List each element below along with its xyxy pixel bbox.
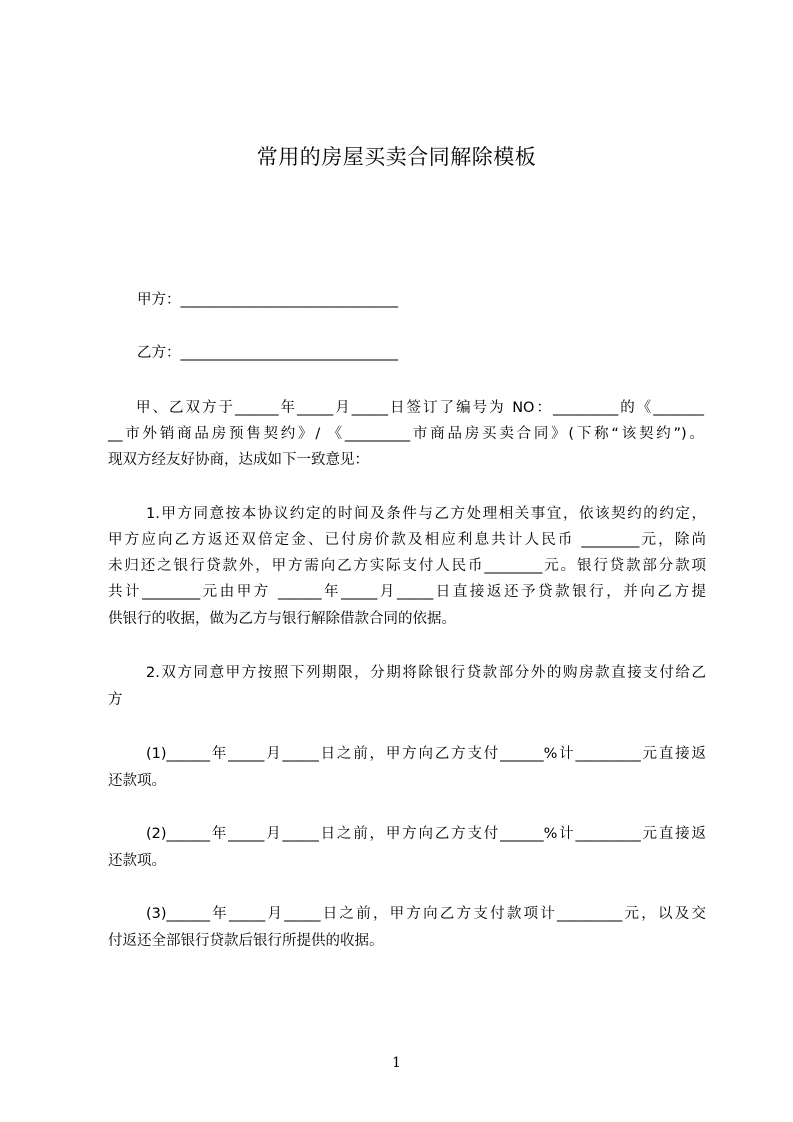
party-a-line: 甲方：______________________________ [137, 292, 398, 308]
document-title: 常用的房屋买卖合同解除模板 [256, 145, 537, 169]
clause1-line-4: 共计________元由甲方 ______年_____月_____日直接返还予贷款银行，并向乙方提 [108, 584, 706, 600]
item1-line-1: (1)______年_____月_____日之前，甲方向乙方支付______%计_________元直接返 [146, 746, 706, 762]
clause2-line-1: 2.双方同意甲方按照下列期限，分期将除银行贷款部分外的购房款直接支付给乙 [146, 665, 706, 681]
intro-line-2: __市外销商品房预售契约》/ 《_________市商品房买卖合同》(下称“该契约”)。 [108, 426, 704, 442]
item2-line-2: 还款项。 [108, 853, 166, 869]
intro-line-3: 现双方经友好协商，达成如下一致意见： [108, 452, 369, 468]
page-number: 1 [392, 1055, 401, 1071]
intro-line-1: 甲、乙双方于______年_____月_____日签订了编号为 NO：_________的《_______ [136, 400, 704, 416]
item3-line-2: 付返还全部银行贷款后银行所提供的收据。 [108, 933, 384, 949]
clause1-line-2: 甲方应向乙方返还双倍定金、已付房价款及相应利息共计人民币 ________元，除尚 [108, 532, 706, 548]
clause2-line-2: 方 [108, 692, 123, 708]
clause1-line-1: 1.甲方同意按本协议约定的时间及条件与乙方处理相关事宜，依该契约的约定， [146, 506, 706, 522]
clause1-line-3: 未归还之银行贷款外，甲方需向乙方实际支付人民币________元。银行贷款部分款项 [108, 558, 706, 574]
clause1-line-5: 供银行的收据，做为乙方与银行解除借款合同的依据。 [108, 611, 456, 627]
party-b-line: 乙方：______________________________ [137, 345, 398, 361]
item2-line-1: (2)______年_____月_____日之前，甲方向乙方支付______%计_________元直接返 [146, 826, 706, 842]
item1-line-2: 还款项。 [108, 773, 166, 789]
item3-line-1: (3)______年_____月_____日之前，甲方向乙方支付款项计_________元，以及交 [146, 906, 706, 922]
